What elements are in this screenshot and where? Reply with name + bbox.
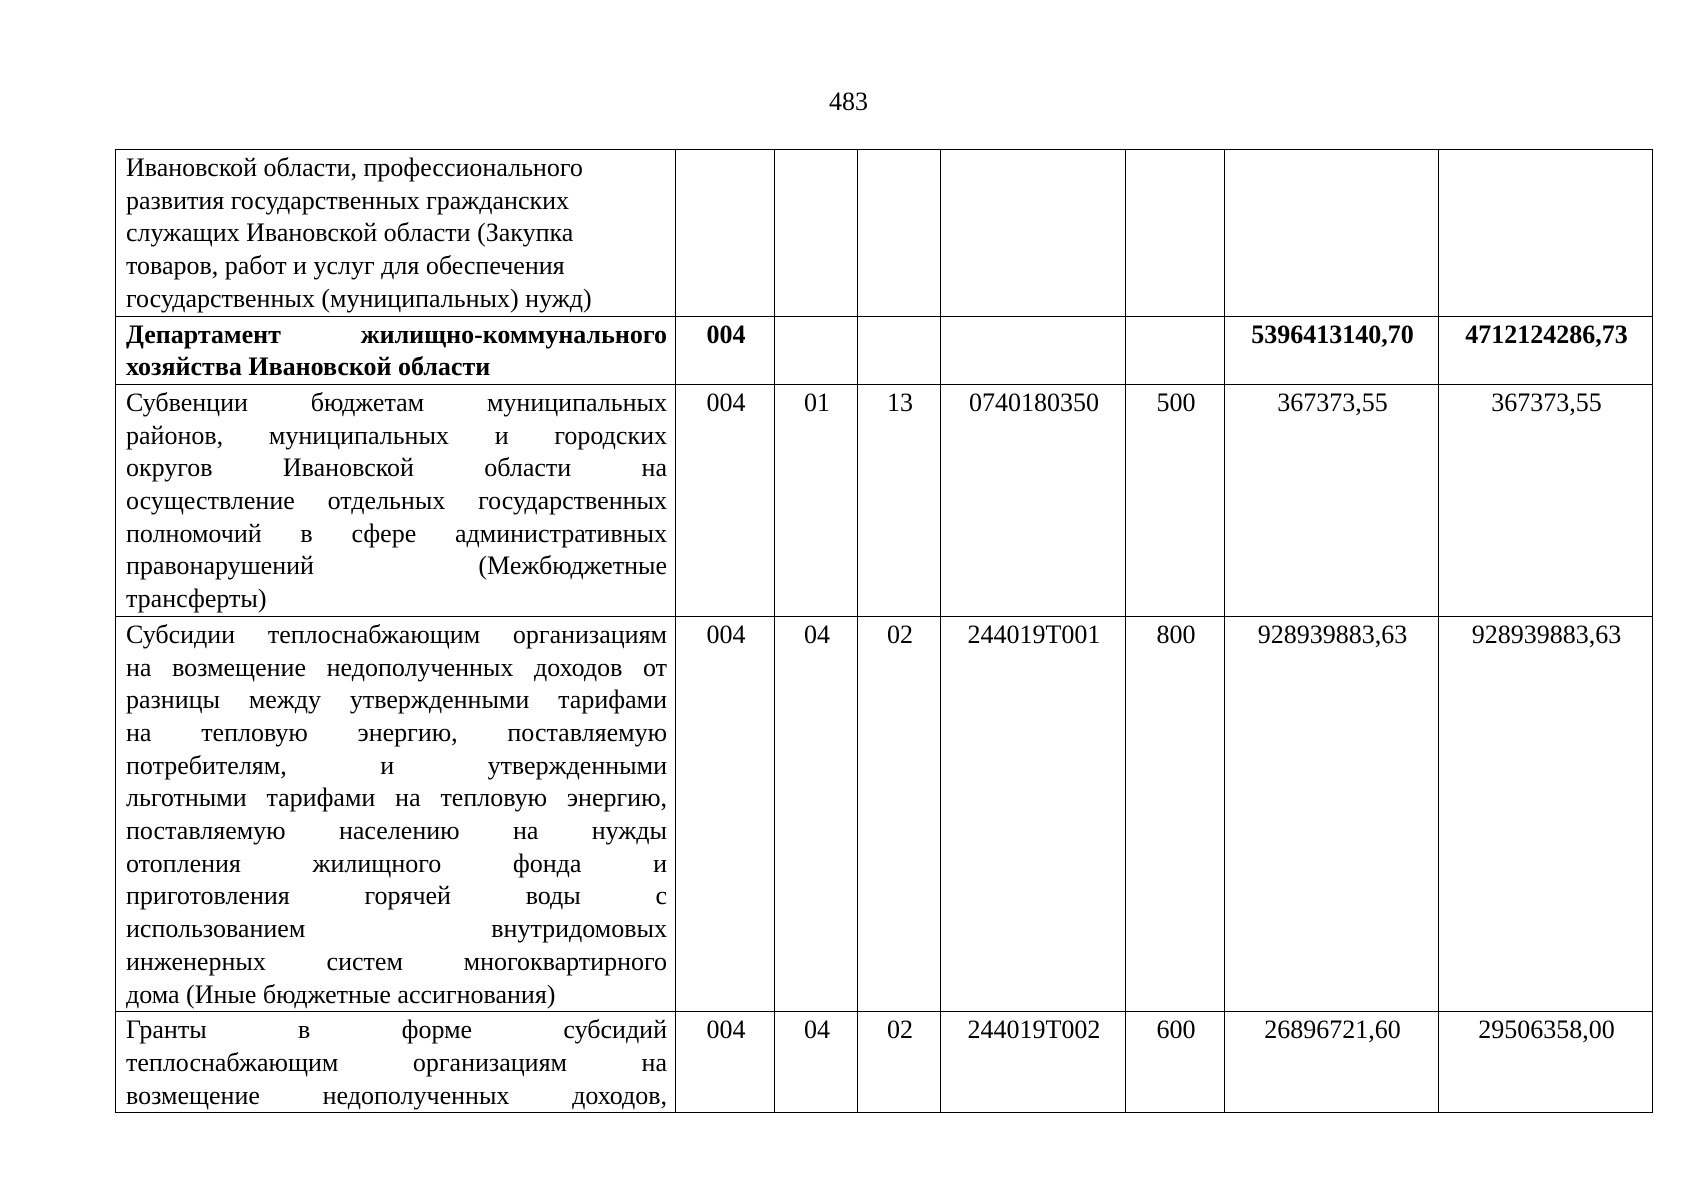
pr-cell — [858, 150, 941, 317]
description-line: поставляемую населению на нужды — [126, 816, 667, 846]
ved-cell: 004 — [676, 384, 775, 616]
table-row — [116, 384, 1653, 616]
description-line: инженерных систем многоквартирного — [126, 946, 667, 976]
row-description — [116, 1012, 676, 1113]
csr-cell: 244019Т002 — [941, 1012, 1126, 1113]
rz-cell — [775, 150, 858, 317]
sum-year-2-cell: 29506358,00 — [1439, 1012, 1653, 1113]
description-line: на возмещение недополученных доходов от — [126, 652, 667, 682]
description-line: разницы между утвержденными тарифами — [126, 685, 667, 715]
csr-cell — [941, 316, 1126, 384]
description-line: государственных (муниципальных) нужд) — [126, 283, 592, 313]
table-row — [116, 1012, 1653, 1113]
vr-cell — [1126, 316, 1225, 384]
description-line: хозяйства Ивановской области — [126, 352, 491, 382]
description-line: приготовления горячей воды с — [126, 881, 667, 911]
pr-cell — [858, 316, 941, 384]
table-row — [116, 616, 1653, 1011]
table-row — [116, 150, 1653, 317]
pr-cell: 02 — [858, 616, 941, 1011]
pr-cell: 02 — [858, 1012, 941, 1113]
description-line: льготными тарифами на тепловую энергию, — [126, 783, 667, 813]
vr-cell: 500 — [1126, 384, 1225, 616]
vr-cell — [1126, 150, 1225, 317]
sum-year-2-cell: 367373,55 — [1439, 384, 1653, 616]
description-line: районов, муниципальных и городских — [126, 420, 667, 450]
sum-year-1-cell: 367373,55 — [1225, 384, 1439, 616]
description-line: Департамент жилищно-коммунального — [126, 319, 667, 349]
sum-year-1-cell: 928939883,63 — [1225, 616, 1439, 1011]
row-description — [116, 150, 676, 317]
sum-year-2-cell: 4712124286,73 — [1439, 316, 1653, 384]
description-line: осуществление отдельных государственных — [126, 486, 667, 516]
pr-cell: 13 — [858, 384, 941, 616]
page-number: 483 — [829, 87, 868, 116]
vr-cell: 800 — [1126, 616, 1225, 1011]
description-line: округов Ивановской области на — [126, 453, 667, 483]
csr-cell: 0740180350 — [941, 384, 1126, 616]
csr-cell — [941, 150, 1126, 317]
description-line: развития государственных гражданских — [126, 185, 570, 215]
description-line: служащих Ивановской области (Закупка — [126, 218, 574, 248]
description-line: потребителям, и утвержденными — [126, 750, 667, 780]
vr-cell: 600 — [1126, 1012, 1225, 1113]
row-description — [116, 384, 676, 616]
description-line: возмещение недополученных доходов, — [126, 1080, 667, 1110]
sum-year-1-cell — [1225, 150, 1439, 317]
description-line: товаров, работ и услуг для обеспечения — [126, 251, 565, 281]
ved-cell: 004 — [676, 1012, 775, 1113]
budget-table — [115, 149, 1653, 1113]
description-line: Ивановской области, профессионального — [126, 153, 583, 182]
description-line: использованием внутридомовых — [126, 914, 667, 944]
rz-cell — [775, 316, 858, 384]
table-row — [116, 316, 1653, 384]
description-line: на тепловую энергию, поставляемую — [126, 717, 667, 747]
sum-year-2-cell: 928939883,63 — [1439, 616, 1653, 1011]
row-description — [116, 616, 676, 1011]
rz-cell: 01 — [775, 384, 858, 616]
table-body — [116, 150, 1653, 1113]
description-line: теплоснабжающим организациям на — [126, 1047, 667, 1077]
ved-cell: 004 — [676, 316, 775, 384]
sum-year-1-cell: 5396413140,70 — [1225, 316, 1439, 384]
description-line: дома (Иные бюджетные ассигнования) — [126, 979, 556, 1009]
description-line: отопления жилищного фонда и — [126, 848, 667, 878]
ved-cell: 004 — [676, 616, 775, 1011]
description-line: Субсидии теплоснабжающим организациям — [126, 619, 667, 649]
sum-year-1-cell: 26896721,60 — [1225, 1012, 1439, 1113]
rz-cell: 04 — [775, 1012, 858, 1113]
description-line: Гранты в форме субсидий — [126, 1015, 667, 1045]
description-line: полномочий в сфере административных — [126, 518, 667, 548]
rz-cell: 04 — [775, 616, 858, 1011]
sum-year-2-cell — [1439, 150, 1653, 317]
ved-cell — [676, 150, 775, 317]
description-line: правонарушений (Межбюджетные — [126, 551, 667, 581]
description-line: Субвенции бюджетам муниципальных — [126, 387, 667, 417]
row-description — [116, 316, 676, 384]
description-line: трансферты) — [126, 584, 267, 614]
csr-cell: 244019Т001 — [941, 616, 1126, 1011]
